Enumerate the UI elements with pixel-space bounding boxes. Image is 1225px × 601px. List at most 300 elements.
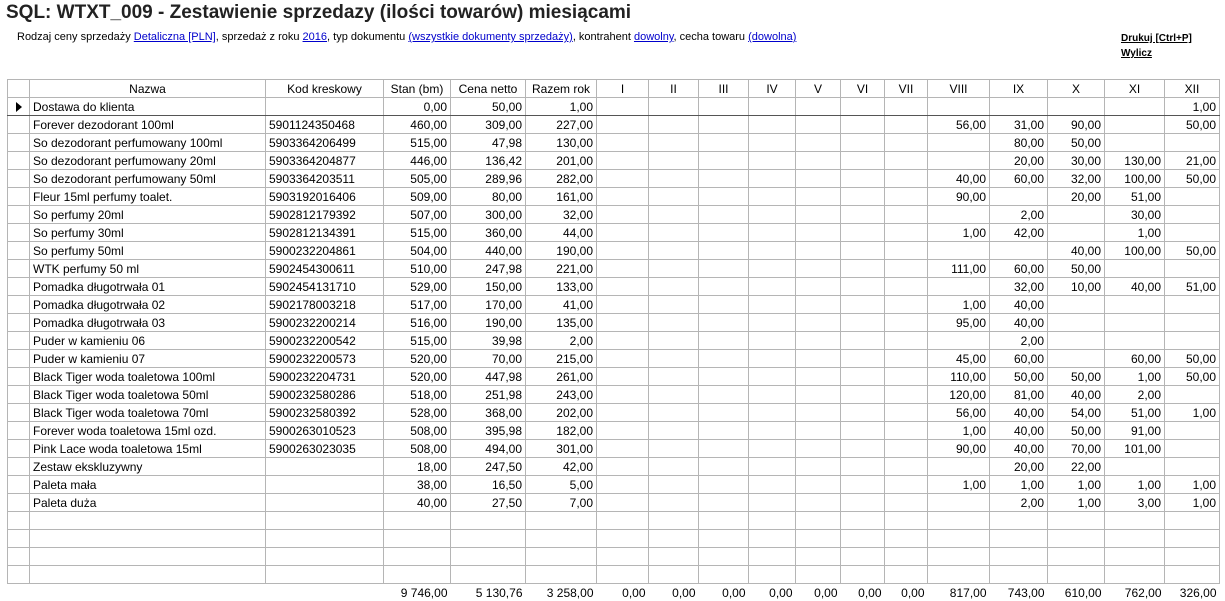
table-cell[interactable] — [597, 134, 649, 152]
table-cell[interactable]: 20,00 — [1048, 188, 1105, 206]
table-cell[interactable] — [597, 242, 649, 260]
table-cell[interactable]: Dostawa do klienta — [30, 98, 266, 116]
table-cell[interactable] — [885, 98, 928, 116]
table-cell[interactable]: 44,00 — [526, 224, 597, 242]
table-cell[interactable] — [649, 224, 699, 242]
table-cell[interactable] — [749, 422, 796, 440]
table-cell[interactable] — [749, 170, 796, 188]
table-cell[interactable] — [1048, 224, 1105, 242]
table-cell[interactable]: 1,00 — [1165, 98, 1220, 116]
table-cell[interactable] — [990, 188, 1048, 206]
row-selector[interactable] — [8, 170, 30, 188]
table-cell[interactable] — [928, 530, 990, 548]
column-header[interactable]: III — [699, 80, 749, 98]
table-cell[interactable] — [699, 116, 749, 134]
table-cell[interactable]: 50,00 — [1165, 368, 1220, 386]
table-cell[interactable] — [8, 548, 30, 566]
table-cell[interactable]: 518,00 — [384, 386, 451, 404]
table-cell[interactable]: 51,00 — [1165, 278, 1220, 296]
table-cell[interactable]: 516,00 — [384, 314, 451, 332]
table-cell[interactable] — [928, 332, 990, 350]
table-cell[interactable]: 5901124350468 — [266, 116, 384, 134]
table-cell[interactable] — [699, 458, 749, 476]
row-selector[interactable] — [8, 350, 30, 368]
table-cell[interactable]: 1,00 — [1165, 476, 1220, 494]
table-cell[interactable]: 1,00 — [1105, 476, 1165, 494]
table-cell[interactable]: Pink Lace woda toaletowa 15ml — [30, 440, 266, 458]
table-cell[interactable] — [885, 458, 928, 476]
table-cell[interactable]: 5903192016406 — [266, 188, 384, 206]
row-selector[interactable] — [8, 314, 30, 332]
table-cell[interactable] — [1048, 512, 1105, 530]
table-cell[interactable] — [796, 206, 841, 224]
table-cell[interactable] — [526, 512, 597, 530]
table-cell[interactable]: 135,00 — [526, 314, 597, 332]
table-cell[interactable]: 50,00 — [451, 98, 526, 116]
table-cell[interactable] — [796, 566, 841, 584]
table-cell[interactable]: 360,00 — [451, 224, 526, 242]
table-cell[interactable] — [597, 170, 649, 188]
table-cell[interactable] — [841, 152, 885, 170]
table-cell[interactable] — [841, 458, 885, 476]
table-cell[interactable]: Fleur 15ml perfumy toalet. — [30, 188, 266, 206]
table-cell[interactable] — [796, 116, 841, 134]
table-cell[interactable] — [796, 494, 841, 512]
table-cell[interactable] — [990, 530, 1048, 548]
table-cell[interactable] — [749, 260, 796, 278]
table-cell[interactable]: 40,00 — [990, 314, 1048, 332]
table-cell[interactable] — [749, 512, 796, 530]
table-cell[interactable] — [649, 476, 699, 494]
table-cell[interactable]: 529,00 — [384, 278, 451, 296]
table-cell[interactable] — [749, 296, 796, 314]
table-cell[interactable] — [885, 188, 928, 206]
table-cell[interactable] — [649, 332, 699, 350]
table-cell[interactable] — [649, 314, 699, 332]
table-cell[interactable]: 5902454300611 — [266, 260, 384, 278]
table-cell[interactable] — [796, 224, 841, 242]
table-cell[interactable]: 1,00 — [1105, 224, 1165, 242]
table-cell[interactable] — [699, 332, 749, 350]
table-cell[interactable] — [699, 206, 749, 224]
table-cell[interactable] — [885, 350, 928, 368]
table-cell[interactable]: WTK perfumy 50 ml — [30, 260, 266, 278]
table-cell[interactable]: 40,00 — [1048, 386, 1105, 404]
table-cell[interactable] — [841, 476, 885, 494]
table-cell[interactable]: 282,00 — [526, 170, 597, 188]
table-cell[interactable] — [796, 278, 841, 296]
table-cell[interactable]: 40,00 — [1048, 242, 1105, 260]
table-cell[interactable]: 50,00 — [1165, 242, 1220, 260]
table-cell[interactable] — [796, 404, 841, 422]
table-cell[interactable]: 261,00 — [526, 368, 597, 386]
table-cell[interactable]: 251,98 — [451, 386, 526, 404]
table-cell[interactable] — [841, 404, 885, 422]
row-selector[interactable] — [8, 494, 30, 512]
table-cell[interactable] — [8, 512, 30, 530]
table-cell[interactable] — [266, 494, 384, 512]
table-cell[interactable] — [1105, 566, 1165, 584]
table-cell[interactable] — [597, 260, 649, 278]
table-cell[interactable] — [649, 260, 699, 278]
table-row[interactable] — [8, 260, 1220, 278]
table-cell[interactable]: 7,00 — [526, 494, 597, 512]
table-cell[interactable] — [796, 422, 841, 440]
table-row[interactable] — [8, 422, 1220, 440]
table-cell[interactable] — [699, 476, 749, 494]
table-cell[interactable] — [749, 476, 796, 494]
table-cell[interactable]: 5900232204861 — [266, 242, 384, 260]
table-cell[interactable] — [649, 278, 699, 296]
column-header[interactable]: IX — [990, 80, 1048, 98]
table-cell[interactable] — [885, 152, 928, 170]
table-cell[interactable] — [749, 278, 796, 296]
table-cell[interactable]: Puder w kamieniu 07 — [30, 350, 266, 368]
table-cell[interactable] — [1048, 350, 1105, 368]
table-cell[interactable] — [749, 188, 796, 206]
table-cell[interactable] — [649, 440, 699, 458]
table-cell[interactable] — [796, 134, 841, 152]
table-cell[interactable]: Pomadka długotrwała 01 — [30, 278, 266, 296]
table-cell[interactable] — [597, 440, 649, 458]
table-cell[interactable]: 56,00 — [928, 116, 990, 134]
table-cell[interactable] — [649, 296, 699, 314]
table-cell[interactable] — [928, 242, 990, 260]
column-header[interactable]: VII — [885, 80, 928, 98]
table-cell[interactable] — [699, 512, 749, 530]
table-cell[interactable] — [649, 188, 699, 206]
table-cell[interactable] — [699, 548, 749, 566]
row-selector[interactable] — [8, 116, 30, 134]
table-cell[interactable]: 5900232580286 — [266, 386, 384, 404]
table-cell[interactable]: 27,50 — [451, 494, 526, 512]
table-cell[interactable] — [1165, 296, 1220, 314]
table-cell[interactable] — [699, 188, 749, 206]
table-cell[interactable] — [649, 548, 699, 566]
row-selector[interactable] — [8, 188, 30, 206]
table-cell[interactable]: 509,00 — [384, 188, 451, 206]
column-header[interactable]: Cena netto — [451, 80, 526, 98]
table-cell[interactable]: 460,00 — [384, 116, 451, 134]
table-cell[interactable]: 60,00 — [1105, 350, 1165, 368]
table-cell[interactable]: 5900232200542 — [266, 332, 384, 350]
table-cell[interactable] — [841, 368, 885, 386]
table-cell[interactable] — [597, 188, 649, 206]
table-cell[interactable]: So dezodorant perfumowany 20ml — [30, 152, 266, 170]
table-row[interactable] — [8, 314, 1220, 332]
doc-type-link[interactable]: (wszystkie dokumenty sprzedaży) — [408, 31, 572, 43]
table-cell[interactable]: 515,00 — [384, 332, 451, 350]
row-selector[interactable] — [8, 242, 30, 260]
table-cell[interactable] — [649, 530, 699, 548]
table-cell[interactable]: 1,00 — [1165, 404, 1220, 422]
table-row[interactable] — [8, 404, 1220, 422]
table-row[interactable] — [8, 170, 1220, 188]
table-cell[interactable]: 40,00 — [384, 494, 451, 512]
table-cell[interactable] — [885, 512, 928, 530]
table-cell[interactable] — [649, 368, 699, 386]
feature-link[interactable]: (dowolna) — [748, 31, 796, 43]
table-cell[interactable] — [749, 152, 796, 170]
table-cell[interactable] — [1048, 566, 1105, 584]
table-cell[interactable] — [1165, 188, 1220, 206]
table-cell[interactable] — [1165, 206, 1220, 224]
table-cell[interactable]: 508,00 — [384, 422, 451, 440]
table-cell[interactable]: 47,98 — [451, 134, 526, 152]
table-cell[interactable]: 60,00 — [990, 170, 1048, 188]
table-cell[interactable] — [796, 476, 841, 494]
table-row[interactable] — [8, 476, 1220, 494]
empty-row[interactable] — [8, 566, 1220, 584]
table-cell[interactable]: 508,00 — [384, 440, 451, 458]
table-cell[interactable] — [384, 566, 451, 584]
table-cell[interactable] — [990, 98, 1048, 116]
column-header[interactable]: Kod kreskowy — [266, 80, 384, 98]
table-cell[interactable]: 90,00 — [1048, 116, 1105, 134]
table-cell[interactable] — [749, 206, 796, 224]
table-cell[interactable]: 80,00 — [451, 188, 526, 206]
table-cell[interactable] — [1105, 512, 1165, 530]
table-cell[interactable] — [597, 476, 649, 494]
table-cell[interactable]: 515,00 — [384, 224, 451, 242]
table-cell[interactable] — [928, 548, 990, 566]
table-cell[interactable]: 40,00 — [990, 296, 1048, 314]
table-cell[interactable] — [649, 458, 699, 476]
table-cell[interactable] — [885, 494, 928, 512]
table-cell[interactable] — [1048, 548, 1105, 566]
empty-row[interactable] — [8, 512, 1220, 530]
table-cell[interactable] — [384, 530, 451, 548]
table-cell[interactable]: 1,00 — [928, 224, 990, 242]
table-cell[interactable]: 70,00 — [1048, 440, 1105, 458]
table-cell[interactable]: 5903364203511 — [266, 170, 384, 188]
table-cell[interactable]: 32,00 — [1048, 170, 1105, 188]
table-cell[interactable]: 1,00 — [526, 98, 597, 116]
table-cell[interactable] — [597, 314, 649, 332]
table-cell[interactable]: 301,00 — [526, 440, 597, 458]
table-cell[interactable]: 0,00 — [384, 98, 451, 116]
row-selector[interactable] — [8, 332, 30, 350]
table-cell[interactable] — [1048, 530, 1105, 548]
table-cell[interactable]: 289,96 — [451, 170, 526, 188]
row-selector[interactable] — [8, 458, 30, 476]
table-cell[interactable] — [928, 152, 990, 170]
table-cell[interactable]: 32,00 — [526, 206, 597, 224]
table-cell[interactable]: 40,00 — [928, 170, 990, 188]
table-cell[interactable] — [841, 206, 885, 224]
table-cell[interactable]: 1,00 — [928, 296, 990, 314]
table-cell[interactable]: 1,00 — [928, 476, 990, 494]
table-cell[interactable]: 5,00 — [526, 476, 597, 494]
table-cell[interactable] — [885, 422, 928, 440]
table-cell[interactable] — [841, 314, 885, 332]
table-cell[interactable] — [749, 350, 796, 368]
table-cell[interactable] — [384, 512, 451, 530]
table-cell[interactable]: 221,00 — [526, 260, 597, 278]
table-cell[interactable]: 38,00 — [384, 476, 451, 494]
table-cell[interactable] — [749, 458, 796, 476]
table-cell[interactable] — [841, 530, 885, 548]
table-cell[interactable] — [597, 368, 649, 386]
table-cell[interactable] — [266, 530, 384, 548]
table-cell[interactable] — [699, 296, 749, 314]
table-cell[interactable] — [699, 530, 749, 548]
table-cell[interactable] — [266, 98, 384, 116]
table-row[interactable] — [8, 188, 1220, 206]
table-row[interactable] — [8, 368, 1220, 386]
table-cell[interactable] — [699, 422, 749, 440]
table-cell[interactable] — [1165, 260, 1220, 278]
table-cell[interactable] — [796, 530, 841, 548]
table-cell[interactable] — [649, 98, 699, 116]
table-cell[interactable]: 2,00 — [990, 206, 1048, 224]
table-cell[interactable]: 161,00 — [526, 188, 597, 206]
table-cell[interactable] — [796, 188, 841, 206]
table-cell[interactable] — [749, 530, 796, 548]
table-cell[interactable] — [885, 476, 928, 494]
table-row[interactable] — [8, 206, 1220, 224]
table-cell[interactable]: 80,00 — [990, 134, 1048, 152]
table-cell[interactable] — [796, 386, 841, 404]
table-cell[interactable] — [1105, 260, 1165, 278]
table-cell[interactable]: 5903364206499 — [266, 134, 384, 152]
table-cell[interactable] — [451, 566, 526, 584]
table-cell[interactable] — [649, 566, 699, 584]
table-cell[interactable]: 5902178003218 — [266, 296, 384, 314]
table-cell[interactable] — [1105, 548, 1165, 566]
table-cell[interactable] — [699, 368, 749, 386]
table-cell[interactable] — [597, 566, 649, 584]
table-cell[interactable]: 1,00 — [1105, 368, 1165, 386]
table-cell[interactable] — [1105, 530, 1165, 548]
table-cell[interactable] — [928, 458, 990, 476]
table-cell[interactable]: 130,00 — [526, 134, 597, 152]
table-cell[interactable]: 5903364204877 — [266, 152, 384, 170]
table-cell[interactable] — [699, 152, 749, 170]
column-header[interactable]: Razem rok — [526, 80, 597, 98]
table-cell[interactable]: 40,00 — [1105, 278, 1165, 296]
row-selector[interactable] — [8, 386, 30, 404]
table-cell[interactable] — [699, 440, 749, 458]
table-cell[interactable]: 39,98 — [451, 332, 526, 350]
table-cell[interactable] — [649, 350, 699, 368]
table-cell[interactable]: 243,00 — [526, 386, 597, 404]
table-cell[interactable] — [649, 152, 699, 170]
table-cell[interactable] — [841, 116, 885, 134]
table-row[interactable] — [8, 494, 1220, 512]
table-cell[interactable]: So perfumy 20ml — [30, 206, 266, 224]
table-cell[interactable]: 133,00 — [526, 278, 597, 296]
table-cell[interactable] — [841, 260, 885, 278]
table-cell[interactable] — [749, 224, 796, 242]
compute-link[interactable]: Wylicz — [1121, 46, 1192, 61]
table-cell[interactable] — [990, 242, 1048, 260]
table-cell[interactable] — [841, 188, 885, 206]
table-cell[interactable]: 42,00 — [526, 458, 597, 476]
table-cell[interactable] — [699, 278, 749, 296]
table-cell[interactable]: 51,00 — [1105, 404, 1165, 422]
table-cell[interactable] — [649, 170, 699, 188]
row-selector[interactable] — [8, 296, 30, 314]
table-cell[interactable] — [749, 98, 796, 116]
table-cell[interactable]: 20,00 — [990, 152, 1048, 170]
table-cell[interactable] — [796, 98, 841, 116]
table-cell[interactable] — [649, 116, 699, 134]
row-selector[interactable] — [8, 134, 30, 152]
table-cell[interactable] — [928, 566, 990, 584]
table-cell[interactable]: 20,00 — [990, 458, 1048, 476]
table-cell[interactable] — [749, 566, 796, 584]
table-cell[interactable]: 507,00 — [384, 206, 451, 224]
table-cell[interactable] — [885, 404, 928, 422]
table-cell[interactable] — [699, 98, 749, 116]
table-cell[interactable] — [30, 512, 266, 530]
column-header[interactable]: Stan (bm) — [384, 80, 451, 98]
table-cell[interactable]: 190,00 — [451, 314, 526, 332]
table-cell[interactable] — [749, 368, 796, 386]
table-cell[interactable] — [451, 530, 526, 548]
row-selector[interactable] — [8, 278, 30, 296]
table-cell[interactable] — [796, 440, 841, 458]
table-cell[interactable] — [885, 440, 928, 458]
table-cell[interactable]: 50,00 — [990, 368, 1048, 386]
table-cell[interactable] — [841, 332, 885, 350]
table-cell[interactable]: 30,00 — [1048, 152, 1105, 170]
table-cell[interactable]: 100,00 — [1105, 170, 1165, 188]
table-cell[interactable] — [451, 512, 526, 530]
table-cell[interactable] — [796, 548, 841, 566]
table-cell[interactable] — [796, 512, 841, 530]
table-cell[interactable] — [1048, 296, 1105, 314]
table-cell[interactable]: 30,00 — [1105, 206, 1165, 224]
table-cell[interactable]: 40,00 — [990, 404, 1048, 422]
column-header[interactable]: X — [1048, 80, 1105, 98]
table-cell[interactable]: 368,00 — [451, 404, 526, 422]
table-cell[interactable] — [699, 134, 749, 152]
table-cell[interactable]: 100,00 — [1105, 242, 1165, 260]
table-cell[interactable] — [699, 386, 749, 404]
table-cell[interactable]: 5900263023035 — [266, 440, 384, 458]
table-cell[interactable]: 5900232580392 — [266, 404, 384, 422]
column-header[interactable]: I — [597, 80, 649, 98]
table-cell[interactable]: 5902812179392 — [266, 206, 384, 224]
table-cell[interactable] — [841, 224, 885, 242]
table-cell[interactable] — [266, 458, 384, 476]
table-cell[interactable]: 50,00 — [1048, 422, 1105, 440]
table-row[interactable] — [8, 152, 1220, 170]
table-cell[interactable] — [1105, 314, 1165, 332]
table-cell[interactable]: Zestaw ekskluzywny — [30, 458, 266, 476]
table-cell[interactable]: 494,00 — [451, 440, 526, 458]
table-cell[interactable] — [990, 566, 1048, 584]
row-selector[interactable] — [8, 152, 30, 170]
table-cell[interactable]: 111,00 — [928, 260, 990, 278]
table-cell[interactable] — [885, 170, 928, 188]
table-cell[interactable]: So perfumy 50ml — [30, 242, 266, 260]
table-cell[interactable]: 5900232204731 — [266, 368, 384, 386]
column-header[interactable]: II — [649, 80, 699, 98]
table-cell[interactable] — [796, 296, 841, 314]
table-cell[interactable]: Paleta mała — [30, 476, 266, 494]
table-cell[interactable]: 520,00 — [384, 368, 451, 386]
table-cell[interactable] — [649, 494, 699, 512]
table-cell[interactable] — [597, 296, 649, 314]
table-cell[interactable] — [749, 494, 796, 512]
table-row[interactable] — [8, 386, 1220, 404]
table-cell[interactable] — [841, 548, 885, 566]
table-cell[interactable] — [796, 152, 841, 170]
table-cell[interactable] — [1105, 116, 1165, 134]
